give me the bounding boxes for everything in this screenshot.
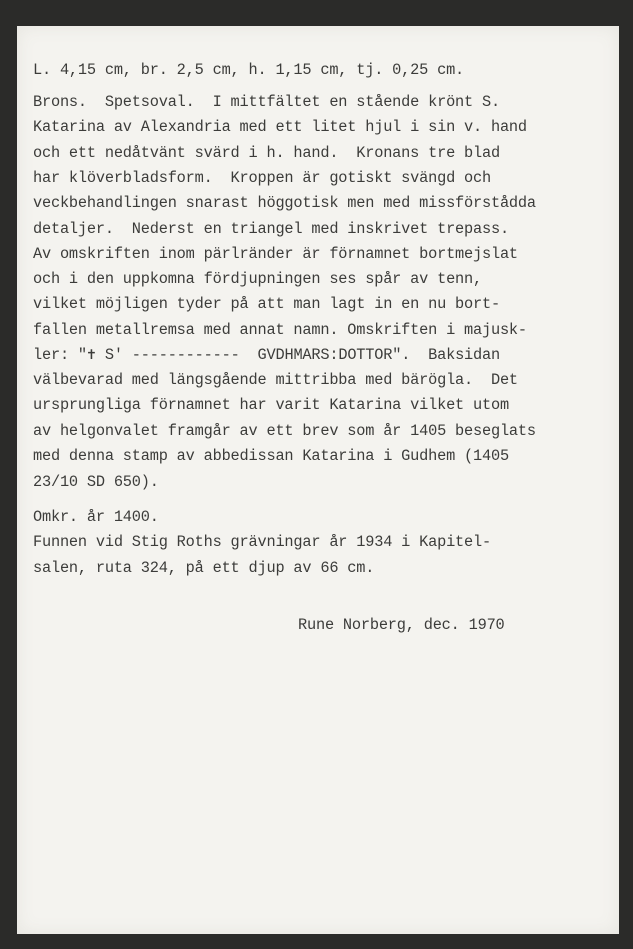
description-line: Av omskriften inom pärlränder är förnamnet bortmejslat [33,245,518,263]
description-line: och ett nedåtvänt svärd i h. hand. Kronans tre blad [33,144,500,162]
description-line: och i den uppkomna fördjupningen ses spår av tenn, [33,270,482,288]
description-line: vilket möjligen tyder på att man lagt in en nu bort- [33,295,500,313]
description-line: Brons. Spetsoval. I mittfältet en stående krönt S. [33,93,500,111]
inscription-line: ler: "✝ S' ------------ GVDHMARS:DOTTOR". Baksidan [33,346,500,364]
description-line: med denna stamp av abbedissan Katarina i Gudhem (1405 [33,447,509,465]
description-line: av helgonvalet framgår av ett brev som år 1405 beseglats [33,422,536,440]
description-line: detaljer. Nederst en triangel med inskrivet trepass. [33,220,509,238]
description-line: ursprungliga förnamnet har varit Katarina vilket utom [33,396,509,414]
catalog-card [17,26,619,934]
dating-line: Omkr. år 1400. [33,508,159,526]
description-line: välbevarad med längsgående mittribba med bärögla. Det [33,371,518,389]
provenance-line: salen, ruta 324, på ett djup av 66 cm. [33,559,375,577]
description-line: har klöverbladsform. Kroppen är gotiskt svängd och [33,169,491,187]
author-signature: Rune Norberg, dec. 1970 [298,616,505,634]
description-line: 23/10 SD 650). [33,473,159,491]
provenance-line: Funnen vid Stig Roths grävningar år 1934 i Kapitel- [33,533,491,551]
description-line: fallen metallremsa med annat namn. Omskriften i majusk- [33,321,527,339]
description-line: veckbehandlingen snarast höggotisk men med missförstådda [33,194,536,212]
measurements-line: L. 4,15 cm, br. 2,5 cm, h. 1,15 cm, tj. 0,25 cm. [33,61,465,79]
description-line: Katarina av Alexandria med ett litet hjul i sin v. hand [33,118,527,136]
